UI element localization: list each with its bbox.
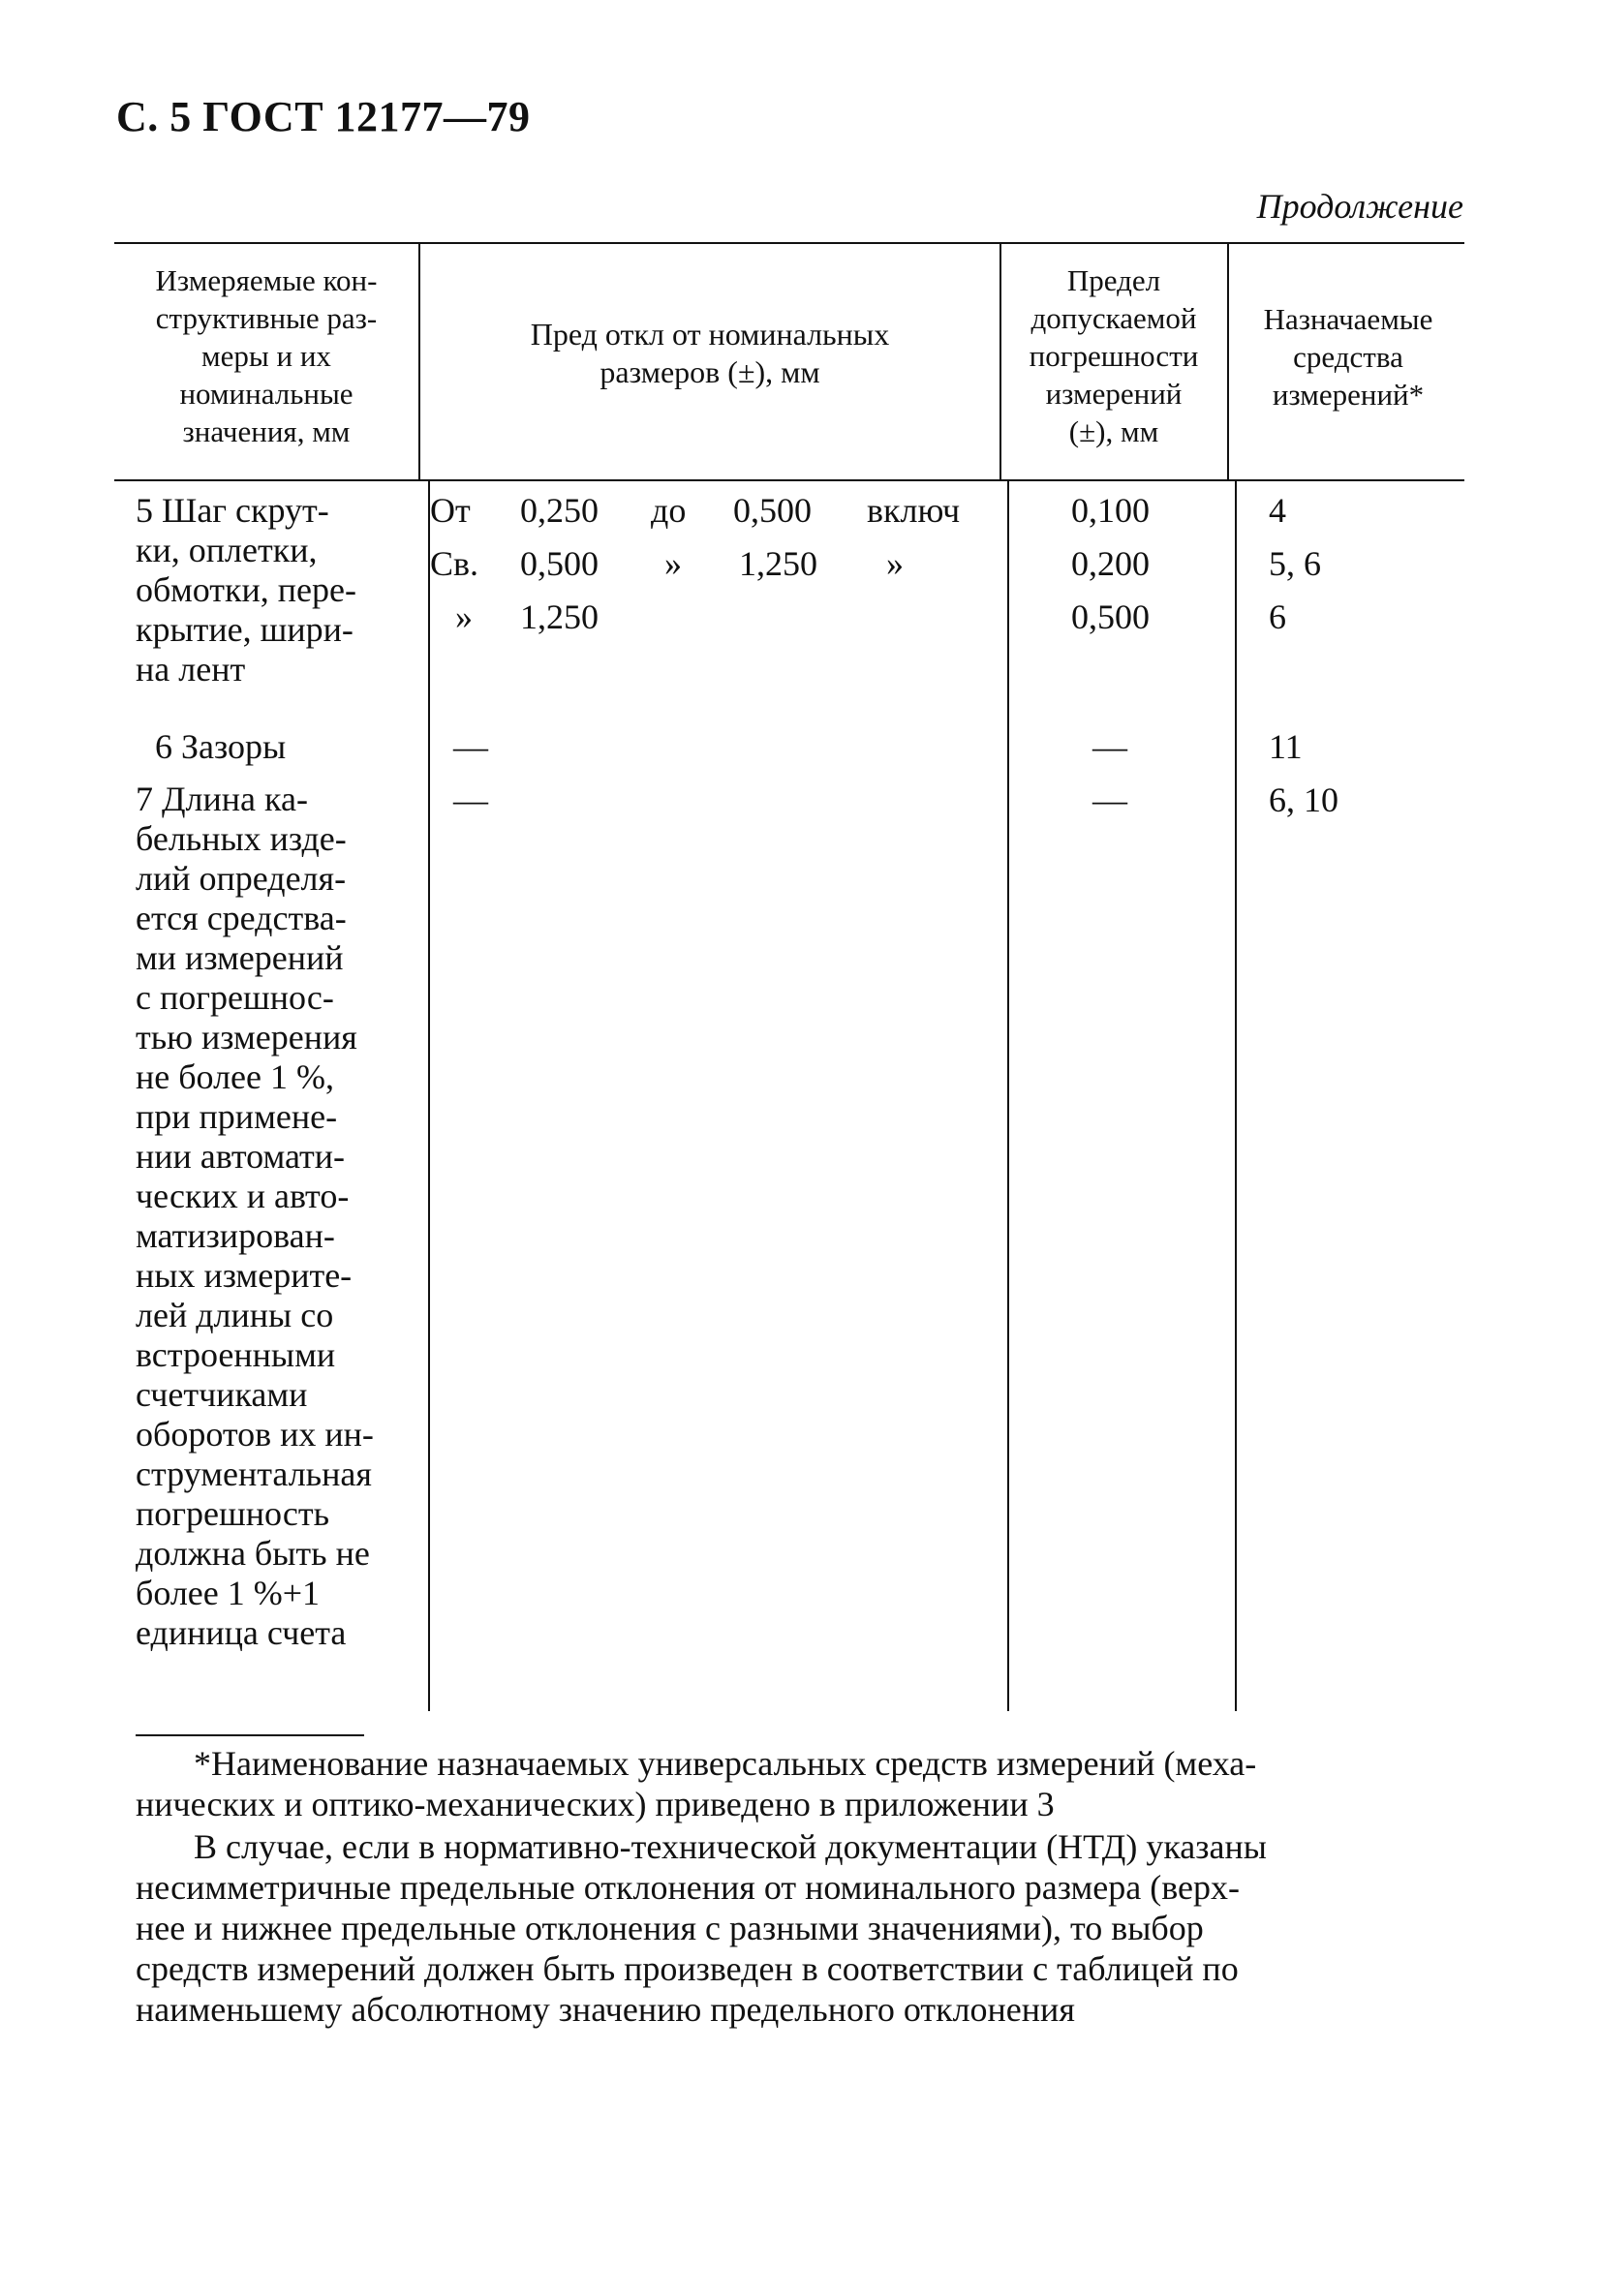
table-header-rule — [114, 479, 1464, 481]
range-3-means: 6 — [1269, 597, 1286, 636]
range-2-means: 5, 6 — [1269, 544, 1321, 583]
range-2-from: 0,500 — [520, 544, 599, 583]
row6-means: 11 — [1269, 727, 1303, 766]
page-header: С. 5 ГОСТ 12177—79 — [116, 93, 531, 140]
row7-description: 7 Длина ка- бельных изде- лий определя- ется средства- ми измерений с погрешнос- тью измерения не более 1 %, при примене- нии автомати- ческих и авто- матизирован- ных измерите- лей длины со встроенными счетчиками оборотов их ин- струментальная погрешность должна быть не более 1 %+1 единица счета — [136, 780, 374, 1652]
column-divider-3-body — [1235, 479, 1237, 1711]
range-3-error: 0,500 — [1071, 597, 1150, 636]
range-1-error: 0,100 — [1071, 491, 1150, 530]
column-header-error-limit: Предел допускаемой погрешности измерений (±), мм — [1029, 263, 1199, 448]
row6-error: — — [1092, 727, 1127, 766]
range-1-from: 0,250 — [520, 491, 599, 530]
column-divider-1 — [418, 242, 420, 479]
column-divider-1-body — [428, 479, 430, 1711]
range-2-error: 0,200 — [1071, 544, 1150, 583]
row7-deviation: — — [453, 781, 488, 819]
range-3-from: 1,250 — [520, 597, 599, 636]
column-header-deviation: Пред откл от номинальных размеров (±), мм — [530, 317, 890, 389]
row6-deviation: — — [453, 727, 488, 766]
row5-description: 5 Шаг скрут- ки, оплетки, обмотки, пере- крытие, шири- на лент — [136, 491, 356, 689]
range-3-prefix: » — [455, 597, 473, 636]
range-1-prefix: От — [430, 491, 471, 530]
range-1-to: 0,500 — [733, 491, 812, 530]
column-header-means: Назначаемые средства измерений* — [1263, 302, 1433, 412]
row6-description: 6 Зазоры — [155, 727, 287, 766]
footnote-asymmetric: В случае, если в нормативно-технической документации (НТД) указаны несимметричные предельные отклонения от номинального размера (верх- нее и нижнее предельные отклонения с разными значениями), то выбор средств измерений должен быть произведен в соответствии с таблицей по наименьшему абсолютному значению предельного отклонения — [136, 1827, 1267, 2029]
column-header-dimensions: Измеряемые кон- структивные раз- меры и их номинальные значения, мм — [155, 263, 378, 448]
continuation-label: Продолжение — [1256, 187, 1463, 226]
column-divider-2-body — [1007, 479, 1009, 1711]
range-1-means: 4 — [1269, 491, 1286, 530]
footnote-rule — [136, 1734, 364, 1736]
range-2-prefix: Св. — [430, 544, 479, 583]
footnote-asterisk: *Наименование назначаемых универсальных средств измерений (меха- нических и оптико-механических) приведено в приложении 3 — [136, 1744, 1257, 1823]
range-2-word: » — [664, 544, 682, 583]
range-1-suffix: включ — [867, 491, 961, 530]
range-1-word: до — [651, 491, 687, 530]
row7-means: 6, 10 — [1269, 781, 1338, 819]
column-divider-3 — [1227, 242, 1229, 479]
range-2-suffix: » — [886, 544, 904, 583]
row7-error: — — [1092, 781, 1127, 819]
table-top-rule — [114, 242, 1464, 244]
range-2-to: 1,250 — [739, 544, 817, 583]
